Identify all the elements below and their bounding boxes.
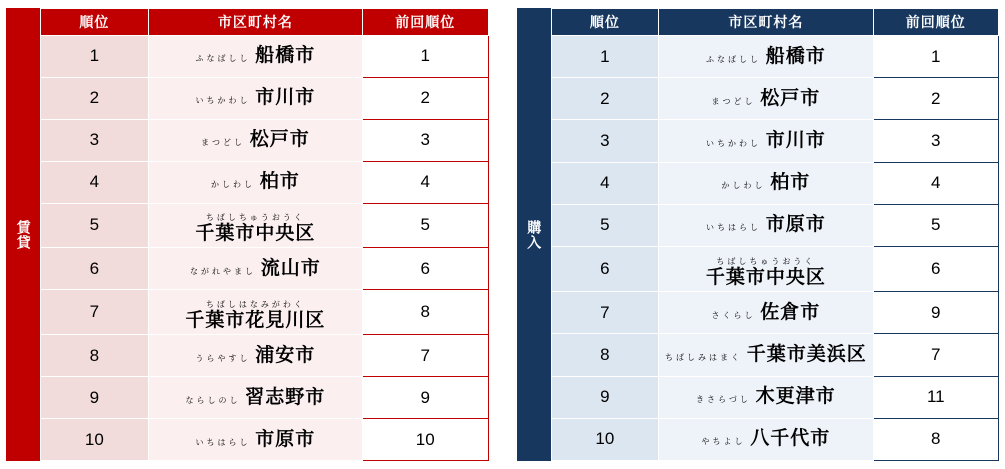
cell-rank: 2 (41, 77, 149, 119)
table-row (551, 292, 999, 334)
city-wrap (149, 204, 362, 247)
city-name: 市原市 (765, 214, 826, 236)
table-row (551, 246, 999, 291)
cell-prev-rank: 2 (873, 78, 998, 120)
rent-table-body (41, 36, 489, 461)
cell-rank: 4 (41, 161, 149, 203)
header-city: 市区町村名 (148, 9, 362, 36)
city-ruby: かしわし (210, 180, 255, 190)
cell-city (148, 36, 362, 78)
cell-prev-rank: 4 (363, 161, 488, 203)
cell-prev-rank: 1 (363, 36, 488, 78)
table-row (41, 377, 489, 419)
cell-prev-rank: 7 (873, 334, 998, 376)
city-name: 八千代市 (750, 428, 831, 450)
cell-city (659, 204, 873, 246)
cell-city (148, 77, 362, 119)
table-row (551, 418, 999, 460)
table-row (551, 36, 999, 78)
cell-rank: 6 (551, 246, 659, 291)
cell-rank: 6 (41, 248, 149, 290)
city-wrap (211, 169, 300, 195)
cell-rank: 4 (551, 162, 659, 204)
cell-rank: 5 (551, 204, 659, 246)
city-wrap (201, 127, 310, 153)
table-row (551, 162, 999, 204)
cell-rank: 7 (551, 292, 659, 334)
city-ruby: ならしのし (185, 395, 241, 405)
panel-buy (517, 8, 1000, 461)
cell-city (148, 335, 362, 377)
city-ruby: いちはらし (195, 437, 251, 447)
cell-city (148, 161, 362, 203)
city-name: 市原市 (255, 428, 316, 450)
city-name: 習志野市 (245, 386, 326, 408)
city-ruby: まつどし (200, 138, 245, 148)
city-name: 千葉市中央区 (705, 266, 826, 288)
cell-rank: 7 (41, 290, 149, 335)
cell-city (659, 334, 873, 376)
city-ruby: ながれやまし (189, 266, 256, 276)
table-row (41, 119, 489, 161)
cell-prev-rank: 8 (873, 418, 998, 460)
cell-rank: 5 (41, 203, 149, 248)
cell-rank: 9 (41, 377, 149, 419)
city-ruby: いちはらし (705, 223, 761, 233)
table-header-row (551, 9, 999, 36)
cell-rank: 8 (551, 334, 659, 376)
cell-city (659, 36, 873, 78)
cell-rank: 1 (41, 36, 149, 78)
cell-city (659, 162, 873, 204)
city-ruby: ふなばしし (195, 54, 251, 64)
city-wrap (706, 128, 826, 154)
table-row (41, 335, 489, 377)
city-wrap (659, 248, 872, 291)
city-ruby: ちばしちゅうおうく (716, 256, 816, 266)
city-wrap (185, 385, 325, 411)
city-ruby: かしわし (721, 181, 766, 191)
cell-city (148, 377, 362, 419)
cell-prev-rank: 1 (873, 36, 998, 78)
city-name: 柏市 (770, 172, 811, 194)
city-ruby: ふなばしし (705, 54, 761, 64)
cell-prev-rank: 10 (363, 419, 488, 461)
city-wrap (195, 427, 315, 453)
cell-rank: 1 (551, 36, 659, 78)
cell-prev-rank: 11 (873, 376, 998, 418)
cell-rank: 10 (551, 418, 659, 460)
city-name: 柏市 (259, 171, 300, 193)
cell-rank: 9 (551, 376, 659, 418)
cell-rank: 2 (551, 78, 659, 120)
header-rank: 順位 (41, 9, 149, 36)
city-ruby: きさらづし (696, 395, 751, 405)
cell-city (659, 292, 873, 334)
cell-city (148, 203, 362, 248)
cell-city (659, 246, 873, 291)
city-wrap (195, 43, 315, 69)
rent-table-head (41, 9, 489, 36)
city-name: 市川市 (765, 129, 826, 151)
table-row (551, 78, 999, 120)
header-prev-rank: 前回順位 (363, 9, 488, 36)
city-wrap (711, 300, 820, 326)
city-name: 船橋市 (255, 45, 316, 67)
city-ruby: ちばしみはまく (664, 352, 742, 362)
city-wrap (706, 44, 826, 70)
table-row (551, 334, 999, 376)
cell-rank: 8 (41, 335, 149, 377)
cell-city (659, 120, 873, 162)
panel-rent-label: 賃貸 (6, 8, 40, 461)
city-ruby: いちかわし (705, 138, 761, 148)
city-wrap (665, 342, 867, 368)
city-wrap (190, 256, 321, 282)
city-wrap (706, 212, 826, 238)
buy-table-body (551, 36, 999, 461)
city-ruby: やちよし (701, 437, 746, 447)
header-rank: 順位 (551, 9, 659, 36)
city-name: 佐倉市 (760, 301, 821, 323)
cell-prev-rank: 5 (873, 204, 998, 246)
table-row (551, 120, 999, 162)
cell-rank: 3 (551, 120, 659, 162)
city-name: 市川市 (255, 87, 316, 109)
cell-prev-rank: 9 (363, 377, 488, 419)
city-wrap (721, 170, 810, 196)
header-city: 市区町村名 (659, 9, 873, 36)
cell-city (148, 119, 362, 161)
table-row (41, 248, 489, 290)
city-ruby: まつどし (711, 96, 756, 106)
city-ruby: ちばしちゅうおうく (205, 212, 305, 222)
table-row (41, 161, 489, 203)
cell-rank: 3 (41, 119, 149, 161)
city-name: 流山市 (260, 257, 321, 279)
panel-rent (6, 8, 489, 461)
table-row (41, 77, 489, 119)
city-wrap (149, 291, 362, 334)
table-row (41, 419, 489, 461)
city-wrap (701, 426, 830, 452)
city-wrap (711, 86, 820, 112)
city-ruby: さくらし (711, 310, 756, 320)
cell-prev-rank: 9 (873, 292, 998, 334)
panel-buy-label: 購入 (517, 8, 551, 461)
cell-prev-rank: 7 (363, 335, 488, 377)
city-name: 松戸市 (249, 129, 310, 151)
table-row (41, 36, 489, 78)
cell-prev-rank: 6 (363, 248, 488, 290)
city-name: 木更津市 (755, 386, 836, 408)
cell-prev-rank: 8 (363, 290, 488, 335)
table-row (551, 376, 999, 418)
cell-prev-rank: 3 (873, 120, 998, 162)
rent-ranking-table (40, 8, 489, 461)
cell-prev-rank: 3 (363, 119, 488, 161)
city-name: 松戸市 (760, 87, 821, 109)
cell-rank: 10 (41, 419, 149, 461)
buy-table-head (551, 9, 999, 36)
cell-prev-rank: 5 (363, 203, 488, 248)
cell-city (659, 78, 873, 120)
cell-prev-rank: 6 (873, 246, 998, 291)
city-ruby: ちばしはなみがわく (205, 299, 305, 309)
cell-city (148, 248, 362, 290)
city-wrap (195, 85, 315, 111)
city-ruby: うらやすし (195, 353, 251, 363)
city-ruby: いちかわし (195, 96, 251, 106)
city-name: 浦安市 (255, 344, 316, 366)
table-row (41, 290, 489, 335)
buy-ranking-table (551, 8, 1000, 461)
city-name: 千葉市花見川区 (185, 309, 326, 331)
cell-prev-rank: 2 (363, 77, 488, 119)
city-name: 千葉市美浜区 (746, 343, 867, 365)
cell-city (659, 376, 873, 418)
table-row (41, 203, 489, 248)
cell-prev-rank: 4 (873, 162, 998, 204)
header-prev-rank: 前回順位 (873, 9, 998, 36)
cell-city (659, 418, 873, 460)
city-wrap (195, 343, 315, 369)
city-wrap (696, 384, 836, 410)
table-header-row (41, 9, 489, 36)
cell-city (148, 419, 362, 461)
city-name: 船橋市 (765, 45, 826, 67)
table-row (551, 204, 999, 246)
cell-city (148, 290, 362, 335)
city-name: 千葉市中央区 (195, 222, 316, 244)
